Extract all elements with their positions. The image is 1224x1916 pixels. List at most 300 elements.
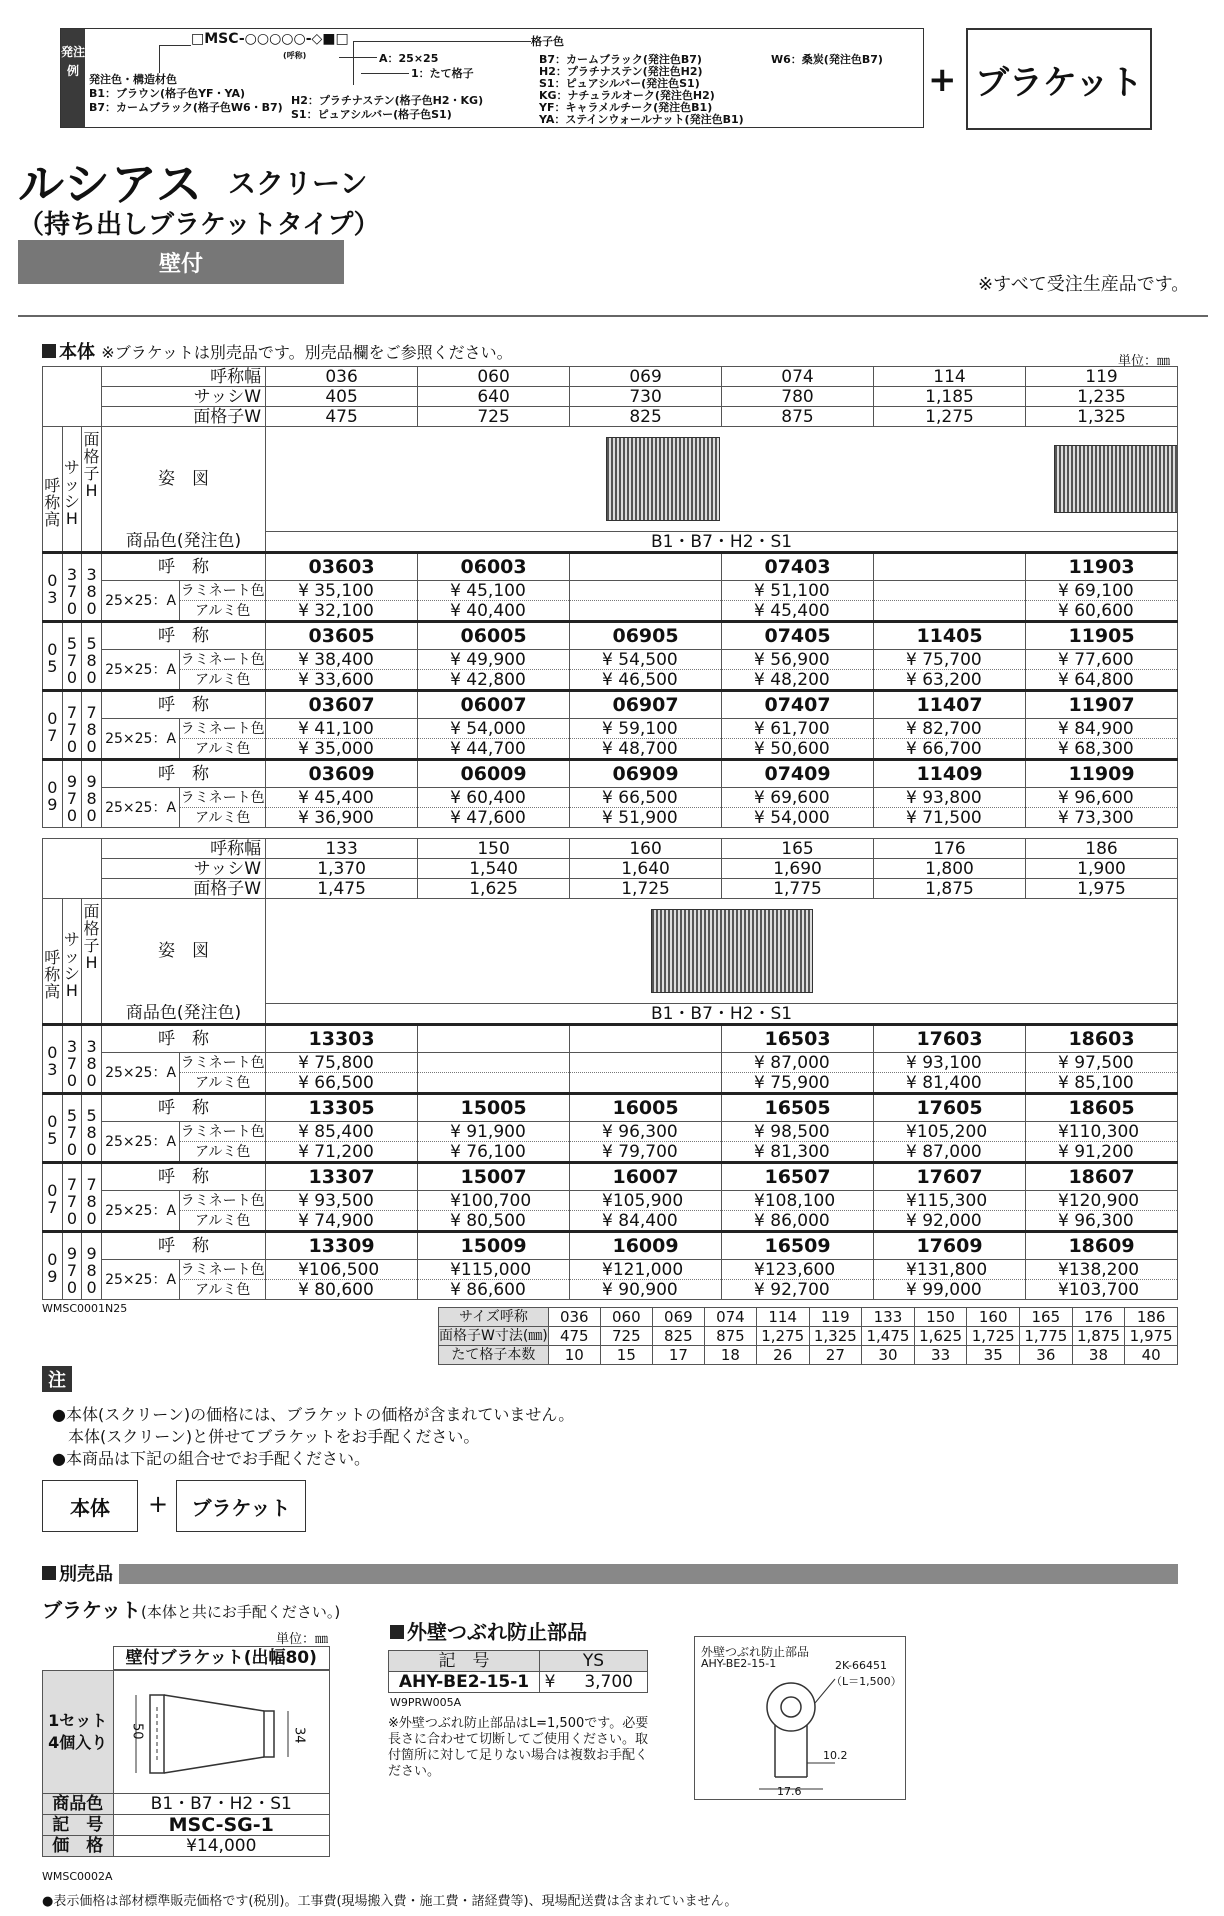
bracket-price-value: ¥14,000 xyxy=(113,1836,330,1857)
lattice-w-label: 面格子W xyxy=(101,407,265,427)
laminate-label: ラミネート色 xyxy=(180,1123,265,1140)
note-line-3: ●本商品は下記の組合せでお手配ください。 xyxy=(52,1449,370,1468)
aluminum-price: ¥103,700 xyxy=(1026,1280,1178,1300)
aluminum-price: ¥ 47,600 xyxy=(418,808,570,828)
laminate-price: ¥105,900 xyxy=(570,1191,722,1211)
sash-h-value: 370 xyxy=(62,553,82,622)
aluminum-price: ¥ 42,800 xyxy=(418,670,570,691)
laminate-price: ¥ 96,600 xyxy=(1026,788,1178,808)
product-code: 06909 xyxy=(570,760,722,788)
nominal-height-label: 呼称高 xyxy=(43,427,63,553)
section-square-icon xyxy=(42,1566,56,1580)
aluminum-price: ¥ 48,200 xyxy=(722,670,874,691)
product-title-sub: スクリーン xyxy=(228,167,368,200)
size-table-value: 176 xyxy=(1072,1308,1125,1327)
aluminum-price xyxy=(570,1073,722,1094)
laminate-price: ¥ 61,700 xyxy=(722,719,874,739)
color-value: B1・B7・H2・S1 xyxy=(266,532,1178,553)
product-code: 03607 xyxy=(266,691,418,719)
product-code: 06003 xyxy=(418,553,570,581)
laminate-price: ¥ 97,500 xyxy=(1026,1053,1178,1073)
size-table-value: 1,875 xyxy=(1072,1327,1125,1346)
aluminum-price: ¥ 64,800 xyxy=(1026,670,1178,691)
laminate-price: ¥ 85,400 xyxy=(266,1122,418,1142)
lattice-color-h2: H2：プラチナステン(発注色H2) xyxy=(539,65,703,78)
aluminum-label: アルミ色 xyxy=(180,1280,266,1300)
laminate-price: ¥ 38,400 xyxy=(266,650,418,670)
nominal-width-value: 150 xyxy=(418,839,570,859)
bracket-color-label: 商品色 xyxy=(43,1794,114,1815)
size-table-value: 35 xyxy=(967,1346,1020,1365)
lattice-w-label: 面格子W xyxy=(101,879,265,899)
laminate-price: ¥110,300 xyxy=(1026,1122,1178,1142)
laminate-price: ¥ 45,100 xyxy=(418,581,570,601)
sash-h-value: 570 xyxy=(62,622,82,691)
size-table-value: 33 xyxy=(914,1346,967,1365)
lattice-h-value: 980 xyxy=(82,760,102,828)
vertical-lattice-label: 1：たて格子 xyxy=(411,67,474,80)
size-table-value: 875 xyxy=(704,1327,756,1346)
aluminum-price: ¥ 48,700 xyxy=(570,739,722,760)
size-table-value: 1,725 xyxy=(967,1327,1020,1346)
product-code xyxy=(570,553,722,581)
ext-fig-code: AHY-BE2-15-1 xyxy=(701,1657,777,1670)
lattice-w-value: 1,325 xyxy=(1026,407,1178,427)
bracket-dim-34: 34 xyxy=(291,1727,307,1744)
nominal-width-value: 133 xyxy=(266,839,418,859)
laminate-price: ¥ 84,900 xyxy=(1026,719,1178,739)
product-code xyxy=(418,1025,570,1053)
lattice-figure xyxy=(606,437,720,521)
price-table-1 xyxy=(42,366,1178,828)
size-table-value: 36 xyxy=(1020,1346,1073,1365)
sash-w-value: 405 xyxy=(266,387,418,407)
laminate-price: ¥ 91,900 xyxy=(418,1122,570,1142)
lattice-color-ya: YA：ステインウォールナット(発注色B1) xyxy=(539,113,744,126)
header-corner xyxy=(43,367,102,427)
ext-col-code: 記 号 xyxy=(389,1651,540,1672)
aluminum-price: ¥ 71,200 xyxy=(266,1142,418,1163)
frame-color-h2: H2：プラチナステン(格子色H2・KG) xyxy=(291,94,484,107)
size-table-value: 38 xyxy=(1072,1346,1125,1365)
product-code: 07405 xyxy=(722,622,874,650)
nominal-height-value: 03 xyxy=(43,553,63,622)
product-subtitle: （持ち出しブラケットタイプ） xyxy=(18,210,380,240)
ext-fig-length: （L＝1,500） xyxy=(831,1675,902,1688)
sash-w-label: サッシW xyxy=(101,387,265,407)
aluminum-price xyxy=(570,601,722,622)
aluminum-price: ¥ 80,500 xyxy=(418,1211,570,1232)
bracket-name: 壁付ブラケット(出幅80) xyxy=(113,1647,330,1670)
nominal-height-label: 呼称高 xyxy=(43,899,63,1025)
separate-section-title: 別売品 xyxy=(42,1560,119,1586)
laminate-price: ¥ 66,500 xyxy=(570,788,722,808)
lattice-figure-wide xyxy=(1054,445,1177,513)
product-code xyxy=(570,1025,722,1053)
laminate-label: ラミネート色 xyxy=(180,582,265,599)
name-label: 呼 称 xyxy=(101,1163,265,1191)
aluminum-price: ¥ 45,400 xyxy=(722,601,874,622)
product-code: 15007 xyxy=(418,1163,570,1191)
order-plus: + xyxy=(928,60,957,100)
size-table-value: 160 xyxy=(967,1308,1020,1327)
size-table-label: たて格子本数 xyxy=(439,1346,549,1365)
laminate-price: ¥121,000 xyxy=(570,1260,722,1280)
aluminum-price: ¥ 73,300 xyxy=(1026,808,1178,828)
lattice-h-value: 780 xyxy=(82,691,102,760)
figure-area xyxy=(266,899,1178,1004)
product-code: 15005 xyxy=(418,1094,570,1122)
bracket-unit: 単位：㎜ xyxy=(276,1632,329,1647)
nominal-height-value: 07 xyxy=(43,691,63,760)
spec-label: 25×25：A xyxy=(101,1053,179,1094)
laminate-label: ラミネート色 xyxy=(180,1261,265,1278)
aluminum-price: ¥ 63,200 xyxy=(874,670,1026,691)
sash-w-value: 780 xyxy=(722,387,874,407)
product-code: 06907 xyxy=(570,691,722,719)
nominal-width-label: 呼称幅 xyxy=(101,367,265,387)
ext-parts-table xyxy=(388,1650,648,1693)
spec-label: 25×25：A xyxy=(101,581,179,622)
bracket-code-value: MSC-SG-1 xyxy=(113,1815,330,1836)
laminate-price xyxy=(570,581,722,601)
aluminum-label: アルミ色 xyxy=(180,670,266,691)
combo-bracket-box: ブラケット xyxy=(176,1480,306,1532)
product-code: 06005 xyxy=(418,622,570,650)
size-table-value: 26 xyxy=(756,1346,809,1365)
aluminum-price: ¥ 68,300 xyxy=(1026,739,1178,760)
nominal-height-value: 03 xyxy=(43,1025,63,1094)
laminate-price: ¥ 56,900 xyxy=(722,650,874,670)
main-table-code: WMSC0001N25 xyxy=(42,1302,128,1315)
aluminum-price: ¥ 50,600 xyxy=(722,739,874,760)
laminate-price: ¥ 51,100 xyxy=(722,581,874,601)
aluminum-price xyxy=(874,601,1026,622)
color-label: 商品色(発注色) xyxy=(101,532,265,553)
product-code: 16507 xyxy=(722,1163,874,1191)
aluminum-price: ¥ 35,000 xyxy=(266,739,418,760)
product-code: 03605 xyxy=(266,622,418,650)
product-code: 15009 xyxy=(418,1232,570,1260)
product-code: 13309 xyxy=(266,1232,418,1260)
ext-code: AHY-BE2-15-1 xyxy=(389,1672,540,1693)
product-code: 18605 xyxy=(1026,1094,1178,1122)
lattice-color-w6: W6：桑炭(発注色B7) xyxy=(771,53,883,66)
laminate-price: ¥ 82,700 xyxy=(874,719,1026,739)
aluminum-price: ¥ 46,500 xyxy=(570,670,722,691)
main-section-note: ※ブラケットは別売品です。別売品欄をご参照ください。 xyxy=(101,343,513,362)
section-square-icon xyxy=(390,1625,404,1639)
nominal-width-value: 036 xyxy=(266,367,418,387)
product-title: ルシアス xyxy=(18,157,204,211)
laminate-price: ¥ 93,100 xyxy=(874,1053,1026,1073)
size-table-value: 18 xyxy=(704,1346,756,1365)
size-table-value: 15 xyxy=(600,1346,652,1365)
size-table-value: 133 xyxy=(862,1308,915,1327)
lattice-color-kg: KG：ナチュラルオーク(発注色H2) xyxy=(539,89,715,102)
size-table-value: 186 xyxy=(1125,1308,1178,1327)
ext-col-color: YS xyxy=(540,1651,648,1672)
aluminum-price: ¥ 54,000 xyxy=(722,808,874,828)
laminate-price: ¥106,500 xyxy=(266,1260,418,1280)
lattice-w-value: 475 xyxy=(266,407,418,427)
sash-h-label: サッシH xyxy=(62,427,82,553)
size-table-value: 1,475 xyxy=(862,1327,915,1346)
laminate-price: ¥ 69,600 xyxy=(722,788,874,808)
sash-w-value: 1,640 xyxy=(570,859,722,879)
size-table-label: 面格子W寸法(㎜) xyxy=(439,1327,548,1344)
lattice-w-value: 725 xyxy=(418,407,570,427)
product-code: 11405 xyxy=(874,622,1026,650)
nominal-width-label: 呼称幅 xyxy=(101,839,265,859)
lattice-h-value: 780 xyxy=(82,1163,102,1232)
product-code: 11903 xyxy=(1026,553,1178,581)
lattice-w-value: 1,875 xyxy=(874,879,1026,899)
size-table-value: 725 xyxy=(600,1327,652,1346)
frame-color-label: 発注色・構造材色 xyxy=(89,73,177,86)
laminate-price: ¥ 59,100 xyxy=(570,719,722,739)
product-code: 18603 xyxy=(1026,1025,1178,1053)
ext-price: 3,700 xyxy=(560,1672,648,1693)
product-code: 11909 xyxy=(1026,760,1178,788)
sash-w-value: 1,800 xyxy=(874,859,1026,879)
laminate-price: ¥115,300 xyxy=(874,1191,1026,1211)
product-code: 03603 xyxy=(266,553,418,581)
a-spec-label: A：25×25 xyxy=(379,52,439,65)
lattice-w-value: 1,775 xyxy=(722,879,874,899)
bracket-title: ブラケット(本体と共にお手配ください。) xyxy=(42,1598,341,1622)
mount-type-bar: 壁付 xyxy=(18,240,344,284)
laminate-price: ¥123,600 xyxy=(722,1260,874,1280)
aluminum-price xyxy=(418,1073,570,1094)
name-label: 呼 称 xyxy=(101,691,265,719)
aluminum-price: ¥ 99,000 xyxy=(874,1280,1026,1300)
ext-parts-title: 外壁つぶれ防止部品 xyxy=(390,1616,587,1645)
product-code: 13303 xyxy=(266,1025,418,1053)
aluminum-price: ¥ 91,200 xyxy=(1026,1142,1178,1163)
aluminum-label: アルミ色 xyxy=(180,1142,266,1163)
spec-label: 25×25：A xyxy=(101,719,179,760)
order-example-box xyxy=(60,28,924,128)
bracket-code-label: 記 号 xyxy=(43,1815,114,1836)
lattice-color-b7: B7：カームブラック(発注色B7) xyxy=(539,53,702,66)
order-code-prefix: □MSC-○○○○○-◇■□ xyxy=(191,31,349,47)
combo-plus: + xyxy=(148,1490,169,1518)
size-table-value: 1,775 xyxy=(1020,1327,1073,1346)
ext-fig-title: 外壁つぶれ防止部品 xyxy=(701,1645,810,1659)
lattice-color-s1: S1：ピュアシルバー(発注色S1) xyxy=(539,77,700,90)
product-code: 11905 xyxy=(1026,622,1178,650)
sash-h-value: 770 xyxy=(62,691,82,760)
lattice-w-value: 1,625 xyxy=(418,879,570,899)
size-table-value: 17 xyxy=(652,1346,704,1365)
sash-h-label: サッシH xyxy=(62,899,82,1025)
aluminum-price: ¥ 60,600 xyxy=(1026,601,1178,622)
aluminum-label: アルミ色 xyxy=(180,601,266,622)
bracket-dim-50: 50 xyxy=(129,1723,145,1740)
lattice-w-value: 875 xyxy=(722,407,874,427)
laminate-price xyxy=(418,1053,570,1073)
nominal-height-value: 05 xyxy=(43,1094,63,1163)
order-example-tag: 発注例 xyxy=(61,29,85,127)
aluminum-price: ¥ 44,700 xyxy=(418,739,570,760)
product-code: 06009 xyxy=(418,760,570,788)
laminate-price: ¥131,800 xyxy=(874,1260,1026,1280)
laminate-price xyxy=(874,581,1026,601)
sash-w-value: 1,900 xyxy=(1026,859,1178,879)
product-code: 18609 xyxy=(1026,1232,1178,1260)
laminate-label: ラミネート色 xyxy=(180,1192,265,1209)
product-code: 11907 xyxy=(1026,691,1178,719)
laminate-price: ¥ 45,400 xyxy=(266,788,418,808)
size-table-value: 30 xyxy=(862,1346,915,1365)
nominal-width-value: 060 xyxy=(418,367,570,387)
sash-h-value: 570 xyxy=(62,1094,82,1163)
laminate-price: ¥ 41,100 xyxy=(266,719,418,739)
aluminum-label: アルミ色 xyxy=(180,1211,266,1232)
lattice-color-yf: YF：キャラメルチーク(発注色B1) xyxy=(539,101,713,114)
size-table-value: 060 xyxy=(600,1308,652,1327)
laminate-price: ¥108,100 xyxy=(722,1191,874,1211)
bracket-color-value: B1・B7・H2・S1 xyxy=(113,1794,330,1815)
lattice-h-label: 面格子H xyxy=(82,899,102,1025)
aluminum-price: ¥ 86,600 xyxy=(418,1280,570,1300)
laminate-price: ¥ 35,100 xyxy=(266,581,418,601)
size-table-value: 1,975 xyxy=(1125,1327,1178,1346)
product-code: 07407 xyxy=(722,691,874,719)
size-table-value: 074 xyxy=(704,1308,756,1327)
laminate-price: ¥115,000 xyxy=(418,1260,570,1280)
aluminum-price: ¥ 74,900 xyxy=(266,1211,418,1232)
size-table-value: 165 xyxy=(1020,1308,1073,1327)
lattice-w-value: 1,975 xyxy=(1026,879,1178,899)
sash-w-value: 730 xyxy=(570,387,722,407)
size-table-value: 475 xyxy=(548,1327,600,1346)
lattice-w-value: 825 xyxy=(570,407,722,427)
size-table-value: 1,275 xyxy=(756,1327,809,1346)
ext-parts-figure xyxy=(694,1636,906,1800)
name-label: 呼 称 xyxy=(101,553,265,581)
bracket-note: (本体と共にお手配ください。) xyxy=(141,1603,341,1621)
name-label: 呼 称 xyxy=(101,622,265,650)
divider xyxy=(18,315,1208,317)
aluminum-price: ¥ 66,700 xyxy=(874,739,1026,760)
laminate-price: ¥ 49,900 xyxy=(418,650,570,670)
product-code xyxy=(874,553,1026,581)
laminate-price: ¥ 96,300 xyxy=(570,1122,722,1142)
spec-label: 25×25：A xyxy=(101,1122,179,1163)
bracket-set-label: 1セット4個入り xyxy=(43,1671,114,1794)
ext-dim-102: 10.2 xyxy=(823,1749,848,1762)
aluminum-price: ¥ 33,600 xyxy=(266,670,418,691)
lattice-w-value: 1,725 xyxy=(570,879,722,899)
laminate-price xyxy=(570,1053,722,1073)
sash-w-label: サッシW xyxy=(101,859,265,879)
sash-h-value: 370 xyxy=(62,1025,82,1094)
laminate-price: ¥ 75,700 xyxy=(874,650,1026,670)
aluminum-price: ¥ 32,100 xyxy=(266,601,418,622)
ext-dim-176: 17.6 xyxy=(777,1785,802,1798)
frame-color-b1: B1：ブラウン(格子色YF・YA) xyxy=(89,87,245,100)
sash-h-value: 770 xyxy=(62,1163,82,1232)
aluminum-price: ¥ 81,300 xyxy=(722,1142,874,1163)
nominal-height-value: 05 xyxy=(43,622,63,691)
product-code: 03609 xyxy=(266,760,418,788)
frame-color-s1: S1：ピュアシルバー(格子色S1) xyxy=(291,108,452,121)
aluminum-price: ¥ 84,400 xyxy=(570,1211,722,1232)
size-table-value: 1,625 xyxy=(914,1327,967,1346)
spec-label: 25×25：A xyxy=(101,650,179,691)
laminate-label: ラミネート色 xyxy=(180,789,265,806)
product-code: 11409 xyxy=(874,760,1026,788)
nominal-height-value: 09 xyxy=(43,760,63,828)
product-code: 16009 xyxy=(570,1232,722,1260)
product-code: 17603 xyxy=(874,1025,1026,1053)
nominal-width-value: 119 xyxy=(1026,367,1178,387)
sash-h-value: 970 xyxy=(62,1232,82,1300)
nominal-height-value: 09 xyxy=(43,1232,63,1300)
laminate-price: ¥ 93,500 xyxy=(266,1191,418,1211)
laminate-price: ¥ 98,500 xyxy=(722,1122,874,1142)
note-line-2: 本体(スクリーン)と併せてブラケットをお手配ください。 xyxy=(52,1427,480,1446)
product-code: 06007 xyxy=(418,691,570,719)
aluminum-price: ¥ 96,300 xyxy=(1026,1211,1178,1232)
size-table-value: 150 xyxy=(914,1308,967,1327)
name-label: 呼 称 xyxy=(101,1094,265,1122)
sash-w-value: 1,185 xyxy=(874,387,1026,407)
header-corner xyxy=(43,839,102,899)
bracket-price-label: 価 格 xyxy=(43,1836,114,1857)
lattice-h-value: 380 xyxy=(82,1025,102,1094)
aluminum-price: ¥ 75,900 xyxy=(722,1073,874,1094)
color-label: 商品色(発注色) xyxy=(101,1004,265,1025)
nominal-width-value: 069 xyxy=(570,367,722,387)
laminate-price: ¥ 75,800 xyxy=(266,1053,418,1073)
product-code: 17605 xyxy=(874,1094,1026,1122)
aluminum-price: ¥ 71,500 xyxy=(874,808,1026,828)
size-table-value: 825 xyxy=(652,1327,704,1346)
aluminum-price: ¥ 40,400 xyxy=(418,601,570,622)
order-code-note: (呼称) xyxy=(283,51,307,60)
product-code: 18607 xyxy=(1026,1163,1178,1191)
figure-area xyxy=(266,427,1178,532)
lattice-h-value: 580 xyxy=(82,622,102,691)
sash-w-value: 1,540 xyxy=(418,859,570,879)
note-line-1: ●本体(スクリーン)の価格には、ブラケットの価格が含まれていません。 xyxy=(52,1405,575,1424)
laminate-price: ¥105,200 xyxy=(874,1122,1026,1142)
name-label: 呼 称 xyxy=(101,1232,265,1260)
bracket-table xyxy=(42,1646,330,1857)
sash-w-value: 1,690 xyxy=(722,859,874,879)
size-table-value: 036 xyxy=(548,1308,600,1327)
aluminum-label: アルミ色 xyxy=(180,739,266,760)
bracket-table-code: WMSC0002A xyxy=(42,1870,113,1883)
ext-fig-part: 2K-66451 xyxy=(835,1659,888,1672)
size-table-value: 1,325 xyxy=(809,1327,862,1346)
name-label: 呼 称 xyxy=(101,1025,265,1053)
sash-w-value: 1,235 xyxy=(1026,387,1178,407)
size-table xyxy=(438,1307,1178,1365)
laminate-price: ¥100,700 xyxy=(418,1191,570,1211)
aluminum-price: ¥ 51,900 xyxy=(570,808,722,828)
order-bracket-box: ブラケット xyxy=(966,28,1152,130)
nominal-width-value: 186 xyxy=(1026,839,1178,859)
size-table-value: 114 xyxy=(756,1308,809,1327)
aluminum-price: ¥ 86,000 xyxy=(722,1211,874,1232)
size-table-value: 40 xyxy=(1125,1346,1178,1365)
lattice-h-value: 580 xyxy=(82,1094,102,1163)
product-code: 17609 xyxy=(874,1232,1026,1260)
